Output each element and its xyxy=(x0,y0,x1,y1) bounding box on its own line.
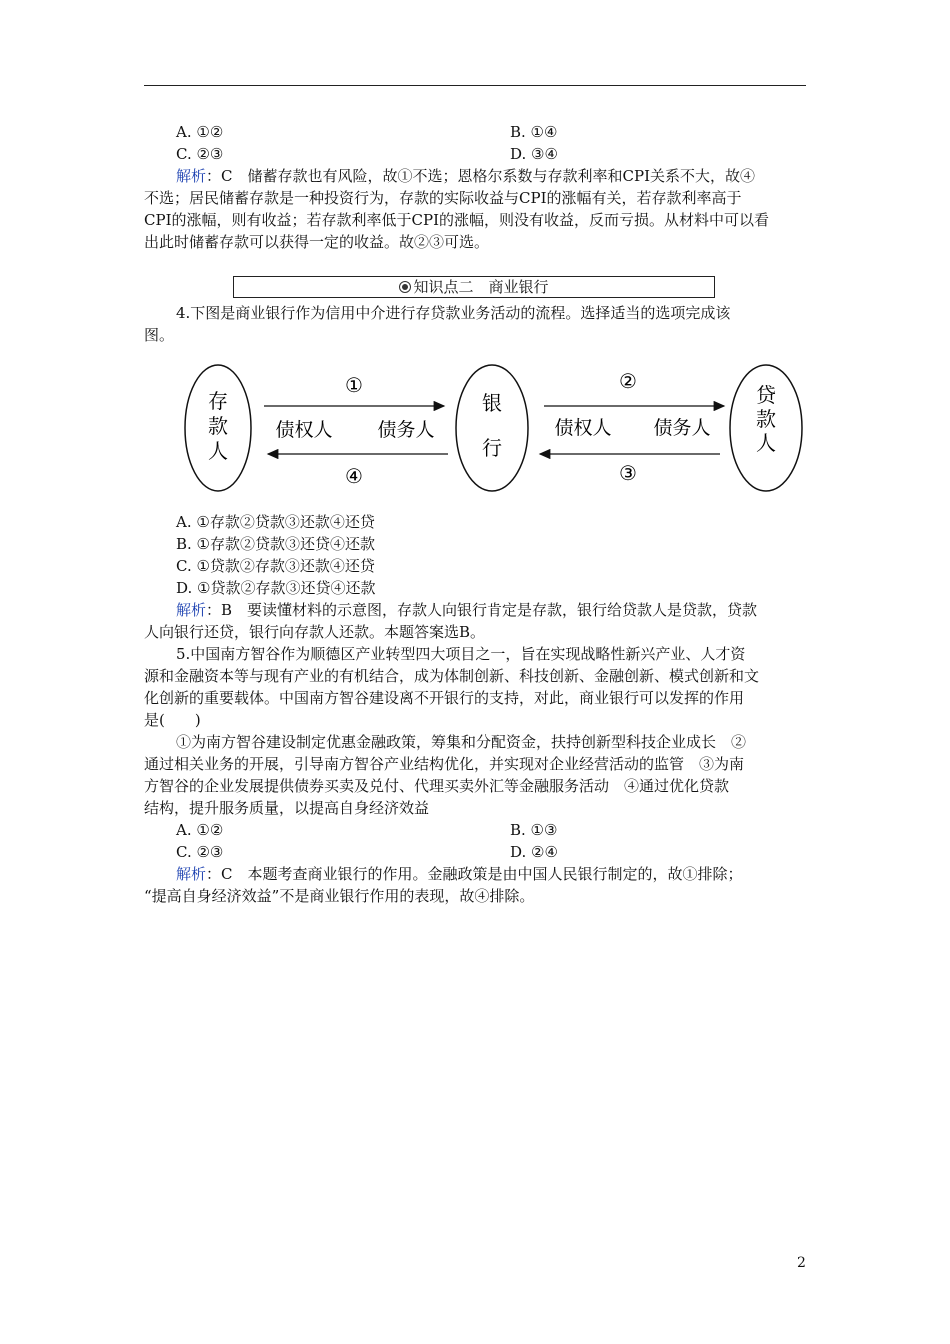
q3-analysis-line-2: 不选；居民储蓄存款是一种投资行为，存款的实际收益与CPI的涨幅有关，若存款利率高于 xyxy=(144,189,742,207)
q5-item-line-2: 通过相关业务的开展，引导南方智谷产业结构优化，并实现对企业经营活动的监管 ③为南 xyxy=(144,755,745,773)
q5-option-d: D. ②④ xyxy=(510,843,558,861)
q4-option-b: B. ①存款②贷款③还贷④还款 xyxy=(176,535,376,553)
depositor-char-3: 人 xyxy=(208,439,228,463)
section-heading-box xyxy=(233,276,715,298)
label-circle-4: ④ xyxy=(345,464,363,488)
q4-option-a: A. ①存款②贷款③还款④还贷 xyxy=(176,513,375,531)
analysis-label: 解析 xyxy=(176,601,207,619)
q4-option-c: C. ①贷款②存款③还款④还贷 xyxy=(176,557,375,575)
bank-oval xyxy=(456,365,528,491)
credit-flow-diagram xyxy=(180,360,810,500)
label-circle-2: ② xyxy=(619,369,637,393)
q3-analysis-line-4: 出此时储蓄存款可以获得一定的收益。故②③可选。 xyxy=(144,233,490,251)
right-debtor-label: 债务人 xyxy=(653,417,711,439)
right-creditor-label: 债权人 xyxy=(554,417,612,439)
q5-stem-line-2: 源和金融资本等与现有产业的有机结合，成为体制创新、科技创新、金融创新、模式创新和文 xyxy=(144,667,760,685)
q3-option-a: A. ①② xyxy=(176,123,224,141)
borrower-char-3: 人 xyxy=(756,431,776,455)
q5-analysis-line-2: “提高自身经济效益”不是商业银行作用的表现，故④排除。 xyxy=(144,887,535,905)
borrower-char-2: 款 xyxy=(756,407,776,431)
q4-option-d: D. ①贷款②存款③还贷④还款 xyxy=(176,579,376,597)
q4-analysis-line-2: 人向银行还贷，银行向存款人还款。本题答案选B。 xyxy=(144,623,486,641)
label-circle-1: ① xyxy=(345,373,363,397)
left-debtor-label: 债务人 xyxy=(377,419,435,441)
borrower-char-1: 贷 xyxy=(756,383,776,407)
q3-option-b: B. ①④ xyxy=(510,123,558,141)
q5-stem-line-1: 5.中国南方智谷作为顺德区产业转型四大项目之一，旨在实现战略性新兴产业、人才资 xyxy=(176,645,746,663)
bank-char-2: 行 xyxy=(482,436,502,460)
q5-option-b: B. ①③ xyxy=(510,821,558,839)
analysis-label: 解析 xyxy=(176,167,207,185)
q5-item-line-1: ①为南方智谷建设制定优惠金融政策，筹集和分配资金，扶持创新型科技企业成长 ② xyxy=(176,733,747,751)
q3-option-d: D. ③④ xyxy=(510,145,558,163)
q3-analysis-line-3: CPI的涨幅，则有收益；若存款利率低于CPI的涨幅，则没有收益，反而亏损。从材料中可以看 xyxy=(144,211,769,229)
q5-analysis-line-1: 解析：C 本题考查商业银行的作用。金融政策是由中国人民银行制定的，故①排除； xyxy=(176,865,743,883)
q5-option-a: A. ①② xyxy=(176,821,224,839)
q5-stem-line-4: 是( ) xyxy=(144,711,201,729)
label-circle-3: ③ xyxy=(619,461,637,485)
section-heading: 知识点二 商业银行 xyxy=(234,277,714,297)
bank-char-1: 银 xyxy=(482,391,502,415)
q4-stem-line-1: 4.下图是商业银行作为信用中介进行存贷款业务活动的流程。选择适当的选项完成该 xyxy=(176,304,731,322)
q5-stem-line-3: 化创新的重要载体。中国南方智谷建设离不开银行的支持，对此，商业银行可以发挥的作用 xyxy=(144,689,745,707)
q5-item-line-3: 方智谷的企业发展提供债券买卖及兑付、代理买卖外汇等金融服务活动 ④通过优化贷款 xyxy=(144,777,730,795)
q3-analysis-line-1: 解析：C 储蓄存款也有风险，故①不选；恩格尔系数与存款利率和CPI关系不大，故④ xyxy=(176,167,755,185)
q5-option-c: C. ②③ xyxy=(176,843,224,861)
bullet-circle-icon xyxy=(399,281,411,293)
depositor-char-1: 存 xyxy=(208,389,228,413)
page-number: 2 xyxy=(797,1255,806,1271)
left-creditor-label: 债权人 xyxy=(275,419,333,441)
q4-analysis-line-1: 解析：B 要读懂材料的示意图，存款人向银行肯定是存款，银行给贷款人是贷款，贷款 xyxy=(176,601,758,619)
q3-option-c: C. ②③ xyxy=(176,145,224,163)
q5-item-line-4: 结构，提升服务质量，以提高自身经济效益 xyxy=(144,799,430,817)
analysis-label: 解析 xyxy=(176,865,207,883)
depositor-char-2: 款 xyxy=(208,414,228,438)
header-rule xyxy=(144,85,806,86)
q4-stem-line-2: 图。 xyxy=(144,326,175,344)
